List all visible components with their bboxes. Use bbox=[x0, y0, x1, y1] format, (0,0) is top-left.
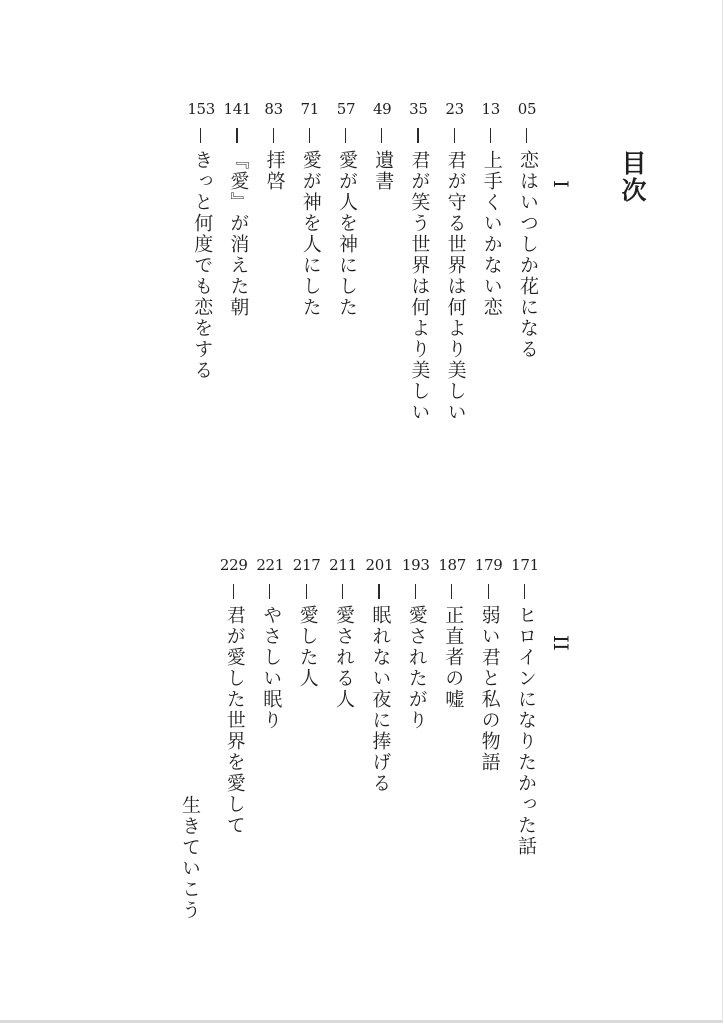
toc-dash bbox=[345, 128, 346, 143]
toc-dash bbox=[233, 584, 234, 599]
toc-dash bbox=[415, 584, 416, 599]
toc-dash bbox=[306, 584, 307, 599]
toc-entry-title: 眠れない夜に捧げる bbox=[369, 605, 392, 794]
toc-entry-title: やさしい眠り bbox=[260, 605, 283, 731]
toc-entry-title: 愛される人 bbox=[333, 605, 355, 710]
toc-dash bbox=[236, 128, 237, 143]
toc-page-number: 141 bbox=[223, 100, 252, 118]
toc-page-number: 35 bbox=[409, 100, 428, 118]
toc-entry-title: ヒロインになりたかった話 bbox=[515, 605, 537, 857]
toc-dash bbox=[526, 128, 527, 143]
page-title: 目次 bbox=[618, 150, 647, 204]
toc-dash bbox=[269, 584, 270, 599]
toc-dash bbox=[451, 584, 452, 599]
toc-dash bbox=[342, 584, 343, 599]
part-2-label: II bbox=[549, 635, 573, 651]
toc-entry-title: 君が笑う世界は何より美しい bbox=[408, 150, 431, 423]
toc-page-number: 229 bbox=[219, 556, 248, 574]
toc-entry-title: 愛されたがり bbox=[405, 605, 428, 731]
toc-page-number: 05 bbox=[517, 100, 537, 118]
toc-dash bbox=[524, 584, 525, 599]
toc-entry-title: 上手くいかない恋 bbox=[480, 150, 503, 318]
toc-dash bbox=[273, 128, 274, 143]
toc-entry-title: 君が守る世界は何より美しい bbox=[444, 150, 467, 423]
toc-entry-title: 愛した人 bbox=[296, 605, 319, 689]
toc-page-number: 179 bbox=[474, 556, 503, 574]
toc-dash bbox=[488, 584, 489, 599]
toc-page-number: 187 bbox=[438, 556, 467, 574]
toc-page-number: 23 bbox=[445, 100, 464, 118]
toc-entry-title: 拝啓 bbox=[263, 150, 286, 192]
toc-entry-continuation: 生きていこう bbox=[179, 795, 201, 921]
toc-dash bbox=[454, 128, 455, 143]
toc-page-number: 201 bbox=[365, 556, 394, 574]
toc-page-number: 171 bbox=[511, 556, 539, 574]
toc-dash bbox=[309, 128, 310, 143]
toc-page-number: 57 bbox=[336, 100, 356, 118]
toc-entry-title: 恋はいつしか花になる bbox=[517, 150, 539, 360]
toc-entry-title: 愛が神を人にした bbox=[299, 150, 322, 318]
part-1-label: I bbox=[549, 180, 573, 188]
toc-page-number: 49 bbox=[372, 100, 392, 118]
toc-entry-title: 正直者の嘘 bbox=[442, 605, 465, 710]
toc-entry-title: 遺書 bbox=[372, 150, 395, 192]
toc-page-number: 211 bbox=[329, 556, 357, 574]
toc-page-number: 221 bbox=[256, 556, 285, 574]
toc-entry-title: 愛が人を神にした bbox=[336, 150, 358, 318]
toc-page-number: 193 bbox=[401, 556, 430, 574]
toc-entry-title: 弱い君と私の物語 bbox=[478, 605, 501, 773]
toc-dash bbox=[200, 128, 201, 143]
toc-entry-title: 『愛』が消えた朝 bbox=[227, 150, 250, 318]
toc-dash bbox=[378, 584, 379, 599]
toc-page-number: 83 bbox=[264, 100, 283, 118]
toc-dash bbox=[381, 128, 382, 143]
toc-page-number: 71 bbox=[300, 100, 320, 118]
toc-page-number: 13 bbox=[481, 100, 501, 118]
toc-page-number: 153 bbox=[187, 100, 216, 118]
toc-dash bbox=[490, 128, 491, 143]
toc-dash bbox=[417, 128, 418, 143]
toc-page-number: 217 bbox=[292, 556, 321, 574]
toc-entry-title: 君が愛した世界を愛して bbox=[223, 605, 246, 836]
toc-entry-title: きっと何度でも恋をする bbox=[191, 150, 214, 381]
